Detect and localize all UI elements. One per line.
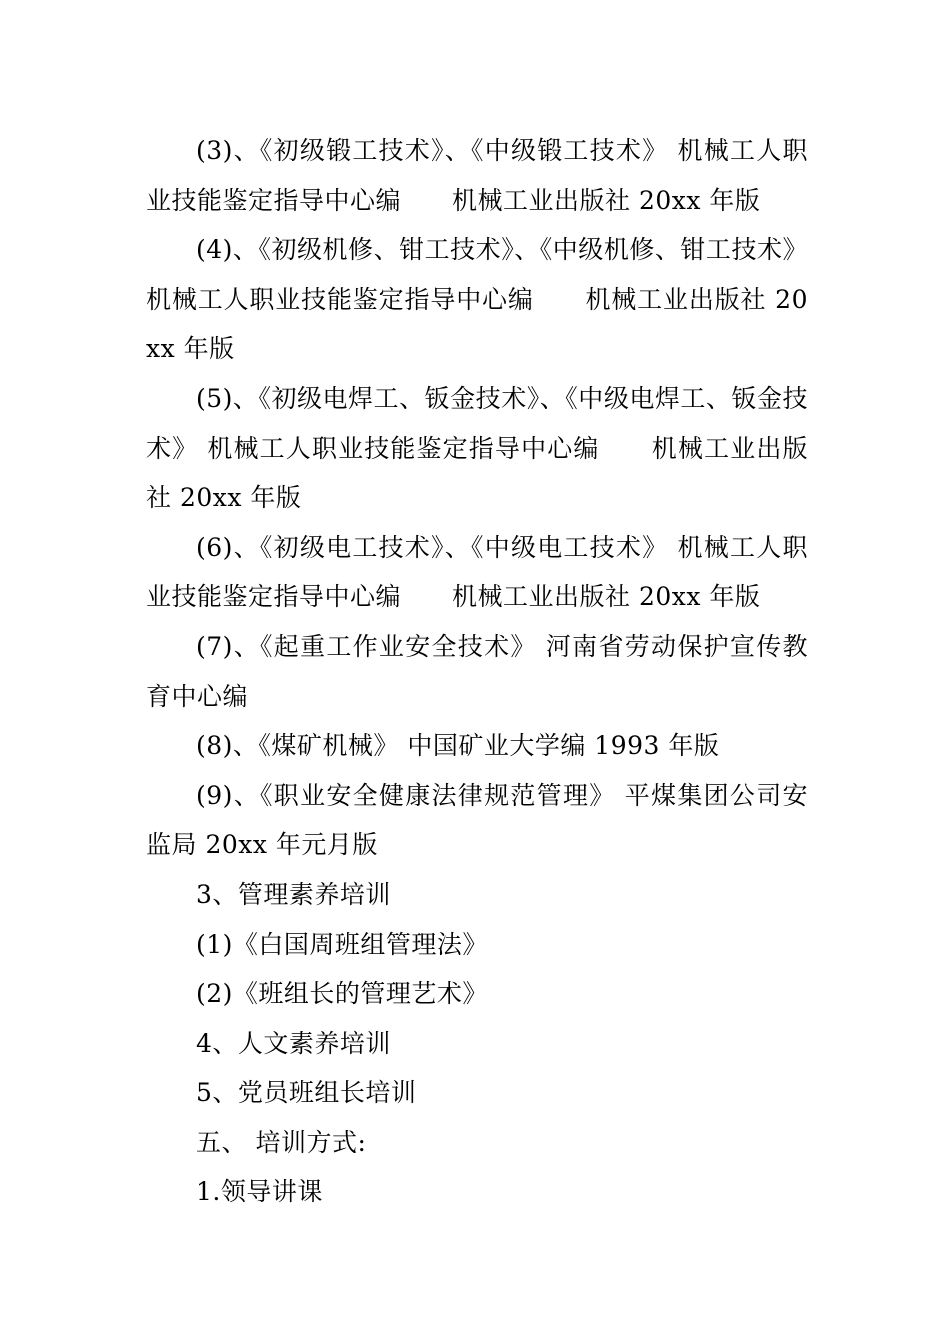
section-party-member-training: 5、党员班组长培训 — [196, 1078, 417, 1108]
reference-item-5: (5)、《初级电焊工、钣金技术》、《中级电焊工、钣金技术》 机械工人职业技能鉴定指导中心编 机械工业出版社 20xx 年版 — [146, 383, 808, 513]
reference-item-7: (7)、《起重工作业安全技术》 河南省劳动保护宣传教育中心编 — [146, 631, 808, 711]
heading-training-methods: 五、 培训方式: — [196, 1127, 367, 1157]
reference-item-3: (3)、《初级锻工技术》、《中级锻工技术》 机械工人职业技能鉴定指导中心编 机械工业出版社 20xx 年版 — [146, 136, 808, 215]
reference-item-9: (9)、《职业安全健康法律规范管理》 平煤集团公司安监局 20xx 年元月版 — [146, 780, 808, 860]
reference-item-4: (4)、《初级机修、钳工技术》、《中级机修、钳工技术》 机械工人职业技能鉴定指导中心编 机械工业出版社 20xx 年版 — [146, 235, 808, 364]
management-item-1: (1)《白国周班组管理法》 — [196, 929, 488, 959]
section-management-training: 3、管理素养培训 — [196, 879, 391, 909]
document-body — [146, 126, 808, 1217]
reference-item-8: (8)、《煤矿机械》 中国矿业大学编 1993 年版 — [196, 731, 720, 761]
management-item-2: (2)《班组长的管理艺术》 — [196, 979, 488, 1009]
section-humanities-training: 4、人文素养培训 — [196, 1028, 391, 1058]
reference-item-6: (6)、《初级电工技术》、《中级电工技术》 机械工人职业技能鉴定指导中心编 机械工业出版社 20xx 年版 — [146, 532, 808, 612]
method-item-1: 1.领导讲课 — [196, 1177, 323, 1207]
